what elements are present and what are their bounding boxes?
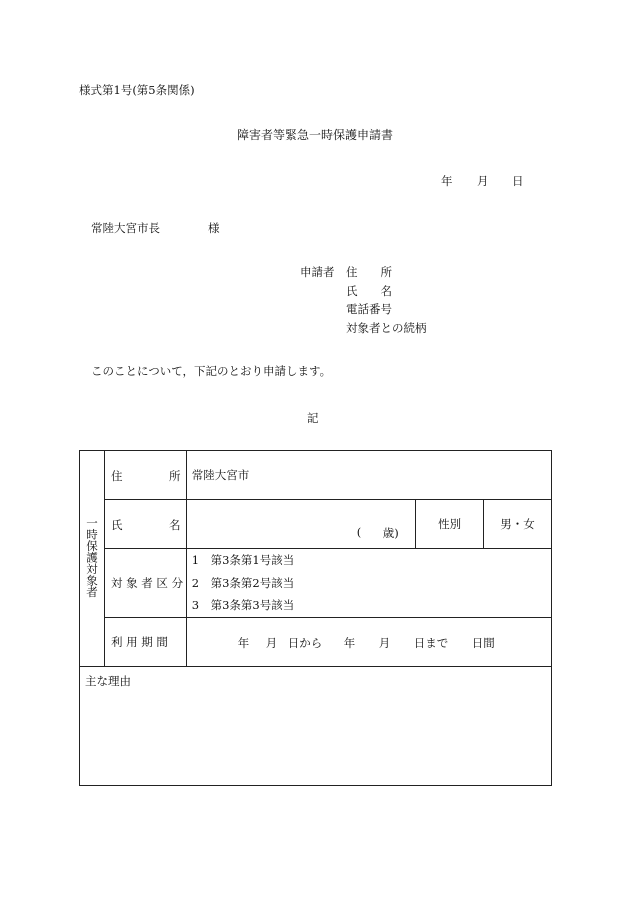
age-open: ( (356, 524, 362, 539)
intro-text: このことについて，下記のとおり申請します。 (91, 364, 332, 378)
category-option-3[interactable]: 3 第3条第3号該当 (191, 598, 295, 612)
name-label-cell (104, 500, 186, 549)
side-label: 一時保護対象者 (84, 516, 99, 597)
applicant-heading: 申請者 (300, 265, 335, 279)
reason-label: 主な理由 (85, 673, 131, 688)
ki-heading: 記 (307, 411, 319, 425)
period-year-1: 年 (237, 635, 250, 650)
application-table (79, 450, 552, 786)
address-label-cell (104, 451, 186, 500)
date-day: 日 (512, 174, 524, 188)
side-label-cell (80, 451, 105, 667)
addressee-name: 常陸大宮市長 (91, 221, 160, 235)
applicant-relation: 対象者との続柄 (346, 321, 427, 335)
category-label-cell (104, 549, 186, 618)
applicant-phone: 電話番号 (346, 302, 392, 316)
name-value-cell[interactable] (186, 500, 415, 549)
sex-label-cell (416, 500, 484, 549)
period-month-1: 月 (265, 635, 278, 650)
name-label-b: 名 (168, 518, 181, 532)
address-value: 常陸大宮市 (191, 468, 250, 482)
applicant-name: 氏 名 (346, 284, 392, 298)
category-options-cell[interactable] (186, 549, 551, 618)
period-value-cell[interactable] (186, 617, 551, 666)
category-option-2[interactable]: 2 第3条第2号該当 (191, 575, 295, 590)
addressee-honorific: 様 (208, 221, 220, 235)
address-label-b: 所 (168, 469, 181, 483)
date-year: 年 (441, 174, 453, 188)
period-year-2: 年 (343, 635, 356, 650)
applicant-address: 住 所 (346, 265, 392, 279)
reason-cell[interactable] (80, 666, 552, 785)
age-close: 歳) (382, 525, 399, 540)
period-until: 日まで (413, 635, 449, 650)
form-number: 様式第1号(第5条関係) (79, 83, 195, 97)
category-label: 対 象 者 区 分 (110, 575, 184, 590)
period-month-2: 月 (378, 635, 391, 650)
name-label-a: 氏 (110, 518, 123, 532)
page-title: 障害者等緊急一時保護申請書 (237, 128, 394, 142)
category-option-1[interactable]: 1 第3条第1号該当 (191, 553, 295, 567)
sex-label: 性別 (438, 517, 462, 531)
address-value-cell[interactable] (186, 451, 551, 500)
period-label: 利 用 期 間 (110, 634, 168, 649)
period-days: 日間 (471, 635, 495, 650)
sex-value: 男・女 (500, 517, 535, 531)
address-label-a: 住 (110, 469, 123, 483)
date-month: 月 (477, 174, 489, 188)
period-from: 日から (287, 635, 323, 650)
sex-value-cell[interactable] (484, 500, 552, 549)
period-label-cell (104, 617, 186, 666)
